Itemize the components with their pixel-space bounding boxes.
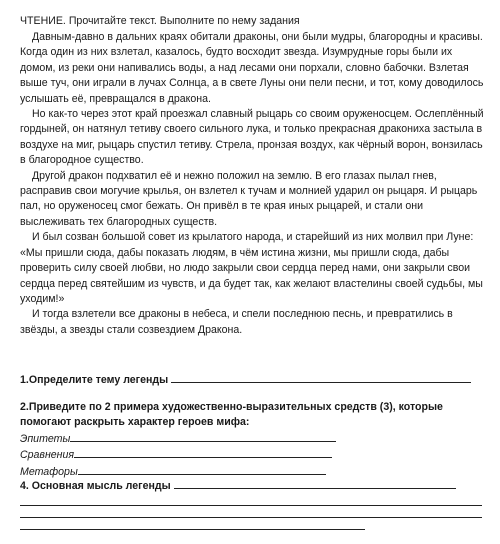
story-paragraph: Давным-давно в дальних краях обитали драконы, они были мудры, благородны и красивы. Когда один из них взлетал, казалось, будто восходит звезда. Изумрудные горы были их домом, из реки они напивались воды, а над лесами они порхали, словно бабочки. Взлетая выше туч, они играли в лучах Солнца, а в свете Луны они пели песни, и тот, кому доводилось услышать её, превращался в дракона. [20,31,484,105]
question-2-label: 2.Приведите по 2 примера художественно-выразительных средств (3), которые помогают раскрыть характер героев мифа: [20,401,443,429]
item-answer-line[interactable] [70,431,336,442]
question-4-label: 4. Основная мысль легенды [20,480,171,492]
question-4 [20,478,486,530]
question-4-answer-line[interactable] [174,478,456,489]
question-1-label: 1.Определите тему легенды [20,374,169,386]
answer-line[interactable] [20,517,482,518]
question-1-answer-line[interactable] [171,372,471,383]
story-paragraph: И был созван большой совет из крылатого народа, и старейший из них молвил при Луне: «Мы пришли сюда, дабы показать людям, в чём истина жизни, мы пришли сюда, дабы проверить силу своей любви, но людо закрыли свои сердца перед нами, они закрыли свои сердца перед святейшим из чувств, и да будет так, как желают властелины своей судьбы, мы уходим!» [20,231,483,305]
item-answer-line[interactable] [78,464,326,475]
answer-line[interactable] [20,505,482,506]
question-2 [20,400,486,480]
item-label: Метафоры [20,465,78,478]
question-2-item [20,447,486,463]
story-paragraph: И тогда взлетели все драконы в небеса, и спели последнюю песнь, и превратились в звёзды, а звезды стали созвездием Дракона. [20,308,453,336]
story-paragraph: Другой дракон подхватил её и нежно положил на землю. В его глазах пылал гнев, расправив свои могучие крылья, он взлетел к тучам и молнией ударил он рыцаря. И рыцарь пал, но оруженосец смог бежать. Он привёл в те края иных рыцарей, и стали они выслеживать тех благородных существ. [20,169,478,228]
item-label: Эпитеты [20,432,71,445]
legend-text [20,30,486,338]
answer-line[interactable] [20,529,365,530]
item-answer-line[interactable] [74,447,332,458]
question-2-item [20,431,486,447]
item-label: Сравнения [20,449,75,462]
task-heading: ЧТЕНИЕ. Прочитайте текст. Выполните по нему задания [20,15,300,27]
cropped-top-strip [8,0,460,3]
question-1 [20,372,486,388]
story-paragraph: Но как-то через этот край проезжал славный рыцарь со своим оруженосцем. Ослеплённый гордыней, он натянул тетиву своего сильного лука, и только прекрасная драконихa застыла в воздухе на миг, рыцарь спустил тетиву. Стрела, пронзая воздух, как чёрный ворон, вонзилась в благородное существо. [20,108,484,167]
